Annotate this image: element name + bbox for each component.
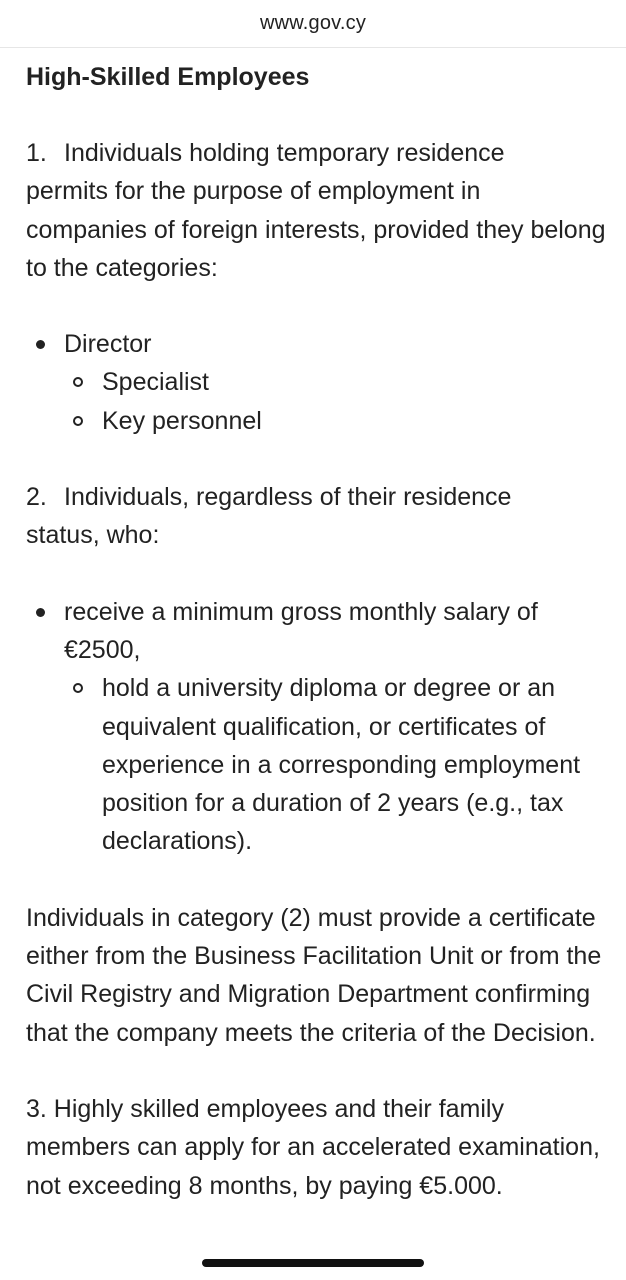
- item-2-text-first: Individuals, regardless of their residence: [64, 483, 512, 512]
- category-note: Individuals in category (2) must provide a certificate either from the Business Facilitation Unit or from the Civil Registry and Migration Department confirming that the company meets the criteria of the Decision.: [26, 903, 602, 1047]
- bullet-circle-icon: [73, 683, 83, 693]
- item-2-number: 2.: [26, 483, 47, 512]
- item-1-number: 1.: [26, 139, 47, 167]
- bullet-circle-icon: [73, 377, 83, 387]
- bullet-disc-icon: [36, 340, 45, 349]
- bullet-circle-icon: [73, 416, 83, 426]
- spacer: [26, 440, 606, 478]
- home-indicator[interactable]: [202, 1259, 424, 1267]
- list-item-label: hold a university diploma or degree or an equivalent qualification, or certificates of experience in a corresponding employment position for a duration of 2 years (e.g., tax declarations).: [102, 674, 581, 856]
- list-item-label: Director: [64, 330, 152, 359]
- list-item-label: receive a minimum gross monthly salary of €2500,: [64, 597, 538, 664]
- spacer: [26, 555, 606, 593]
- item-1-text-rest: permits for the purpose of employment in companies of foreign interests, provided they belong to the categories:: [26, 177, 606, 282]
- item-3: 3. Highly skilled employees and their family members can apply for an accelerated examination, not exceeding 8 months, by paying €5.000.: [26, 1094, 600, 1200]
- url-text: www.gov.cy: [259, 12, 367, 34]
- list-item: [26, 363, 606, 401]
- item-2-text-rest: status, who:: [26, 521, 160, 550]
- page-title: High-Skilled Employees: [26, 63, 310, 91]
- bullet-disc-icon: [36, 608, 45, 617]
- list-item: [26, 593, 606, 670]
- item-1: [26, 134, 606, 287]
- item-1-text-first: Individuals holding temporary residence: [64, 139, 505, 167]
- spacer: [26, 1052, 606, 1090]
- spacer: [26, 287, 606, 325]
- list-item: [26, 402, 606, 440]
- item-1-list: [26, 325, 606, 440]
- list-item-label: Key personnel: [102, 406, 262, 435]
- address-bar[interactable]: [0, 0, 626, 48]
- item-2: [26, 478, 606, 555]
- item-2-list: [26, 593, 606, 861]
- spacer: [26, 96, 606, 134]
- list-item: [26, 669, 606, 860]
- spacer: [26, 861, 606, 899]
- list-item-label: Specialist: [102, 368, 209, 397]
- list-item: [26, 325, 606, 363]
- page-content: [26, 58, 606, 1205]
